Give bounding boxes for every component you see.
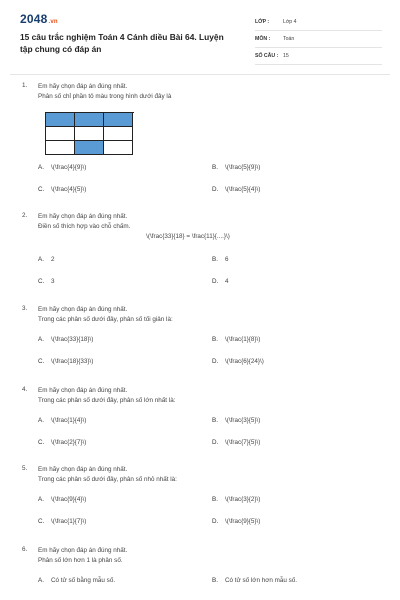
question-prompt: Trong các phân số dưới đây, phân số lớn nhất là:	[38, 397, 176, 404]
option-text: \(\frac{1}{4}\)	[51, 417, 87, 424]
question-prompt: Phân số lớn hơn 1 là phân số.	[38, 557, 123, 564]
site-logo[interactable]	[20, 12, 58, 26]
option-b[interactable]	[212, 577, 297, 584]
option-letter: B.	[212, 417, 218, 424]
option-text: \(\frac{2}{7}\)	[51, 439, 87, 446]
option-letter: A.	[38, 164, 44, 171]
option-text: \(\frac{6}{24}\)	[225, 358, 264, 365]
question-equation: \(\frac{33}{18} = \frac{11}{....}\)	[146, 233, 230, 240]
option-d[interactable]	[212, 358, 264, 365]
question-1	[22, 82, 382, 197]
option-d[interactable]	[212, 278, 229, 285]
option-text: \(\frac{33}{18}\)	[51, 336, 94, 343]
header-divider	[10, 74, 390, 75]
option-letter: D.	[212, 186, 219, 193]
question-number: 6.	[22, 546, 28, 553]
grid-cell	[46, 113, 75, 127]
option-a[interactable]	[38, 577, 115, 584]
meta-row-subject	[255, 31, 382, 48]
option-c[interactable]	[38, 186, 86, 193]
option-letter: D.	[212, 439, 219, 446]
option-text: \(\frac{5}{9}\)	[225, 164, 261, 171]
option-text: Có tử số bằng mẫu số.	[51, 577, 116, 584]
option-d[interactable]	[212, 186, 260, 193]
option-text: Có tử số lớn hơn mẫu số.	[225, 577, 297, 584]
option-c[interactable]	[38, 278, 55, 285]
header	[20, 12, 382, 70]
option-letter: B.	[212, 256, 218, 263]
meta-value: 15	[283, 53, 289, 59]
option-d[interactable]	[212, 439, 260, 446]
question-instruction: Em hãy chọn đáp án đúng nhất.	[38, 306, 128, 313]
option-b[interactable]	[212, 417, 260, 424]
meta-value: Toán	[283, 36, 295, 42]
option-text: \(\frac{9}{4}\)	[51, 496, 87, 503]
option-text: \(\frac{7}{5}\)	[225, 439, 261, 446]
option-letter: C.	[38, 358, 45, 365]
question-2	[22, 212, 382, 292]
option-a[interactable]	[38, 417, 86, 424]
grid-cell	[46, 127, 75, 141]
option-letter: D.	[212, 358, 219, 365]
option-c[interactable]	[38, 518, 86, 525]
option-b[interactable]	[212, 336, 260, 343]
question-5	[22, 465, 382, 535]
grid-cell	[104, 127, 133, 141]
option-letter: C.	[38, 186, 45, 193]
option-b[interactable]	[212, 164, 260, 171]
question-number: 1.	[22, 82, 28, 89]
option-a[interactable]	[38, 336, 93, 343]
question-number: 2.	[22, 212, 28, 219]
logo-tld: .vn	[48, 19, 58, 25]
option-letter: B.	[212, 336, 218, 343]
grid-cell	[104, 113, 133, 127]
question-instruction: Em hãy chọn đáp án đúng nhất.	[38, 547, 128, 554]
question-prompt: Trong các phân số dưới đây, phân số tối giản là:	[38, 316, 173, 323]
question-text	[38, 386, 378, 406]
question-3	[22, 305, 382, 375]
question-6	[22, 546, 382, 596]
question-instruction: Em hãy chọn đáp án đúng nhất.	[38, 213, 128, 220]
option-b[interactable]	[212, 256, 229, 263]
question-prompt: Điền số thích hợp vào chỗ chấm.	[38, 223, 131, 230]
option-letter: A.	[38, 256, 44, 263]
option-letter: B.	[212, 577, 218, 584]
option-c[interactable]	[38, 358, 93, 365]
option-text: 6	[225, 256, 229, 263]
option-letter: A.	[38, 417, 44, 424]
question-text	[38, 546, 378, 566]
option-text: \(\frac{1}{7}\)	[51, 518, 87, 525]
meta-label: SỐ CÂU :	[255, 53, 279, 59]
option-letter: A.	[38, 577, 44, 584]
option-text: \(\frac{4}{5}\)	[51, 186, 87, 193]
option-text: \(\frac{4}{9}\)	[51, 164, 87, 171]
question-number: 5.	[22, 465, 28, 472]
option-letter: A.	[38, 496, 44, 503]
option-letter: D.	[212, 278, 219, 285]
option-text: 3	[51, 278, 55, 285]
question-text	[38, 212, 378, 242]
question-instruction: Em hãy chọn đáp án đúng nhất.	[38, 83, 128, 90]
option-a[interactable]	[38, 164, 86, 171]
question-instruction: Em hãy chọn đáp án đúng nhất.	[38, 466, 128, 473]
option-letter: B.	[212, 164, 218, 171]
question-instruction: Em hãy chọn đáp án đúng nhất.	[38, 387, 128, 394]
option-text: \(\frac{1}{8}\)	[225, 336, 261, 343]
option-text: \(\frac{18}{33}\)	[51, 358, 94, 365]
option-text: \(\frac{5}{4}\)	[225, 186, 261, 193]
meta-label: MÔN :	[255, 36, 271, 42]
question-text	[38, 465, 378, 485]
meta-row-class	[255, 14, 382, 31]
grid-cell	[46, 141, 75, 155]
meta-value: Lớp 4	[283, 19, 297, 25]
option-text: 2	[51, 256, 55, 263]
question-number: 3.	[22, 305, 28, 312]
option-a[interactable]	[38, 256, 55, 263]
option-text: \(\frac{9}{5}\)	[225, 518, 261, 525]
meta-row-count	[255, 48, 382, 65]
option-text: \(\frac{3}{5}\)	[225, 417, 261, 424]
option-text: \(\frac{3}{2}\)	[225, 496, 261, 503]
option-d[interactable]	[212, 518, 260, 525]
option-letter: A.	[38, 336, 44, 343]
question-prompt: Trong các phân số dưới đây, phân số nhỏ nhất là:	[38, 476, 177, 483]
grid-cell	[75, 141, 104, 155]
option-letter: C.	[38, 278, 45, 285]
question-4	[22, 386, 382, 456]
meta-label: LỚP :	[255, 19, 270, 25]
question-text	[38, 82, 378, 102]
grid-cell	[75, 127, 104, 141]
option-text: 4	[225, 278, 229, 285]
fraction-grid-figure	[45, 112, 134, 155]
logo-text: 2048	[20, 12, 48, 26]
meta-info	[255, 14, 382, 65]
option-letter: C.	[38, 439, 45, 446]
question-text	[38, 305, 378, 325]
option-b[interactable]	[212, 496, 260, 503]
option-letter: D.	[212, 518, 219, 525]
question-number: 4.	[22, 386, 28, 393]
option-letter: C.	[38, 518, 45, 525]
option-c[interactable]	[38, 439, 86, 446]
option-a[interactable]	[38, 496, 86, 503]
grid-cell	[104, 141, 133, 155]
document-title: 15 câu trắc nghiệm Toán 4 Cánh diều Bài 64. Luyện tập chung có đáp án	[20, 32, 224, 54]
option-letter: B.	[212, 496, 218, 503]
grid-cell	[75, 113, 104, 127]
question-prompt: Phân số chỉ phần tô màu trong hình dưới đây là	[38, 93, 172, 100]
